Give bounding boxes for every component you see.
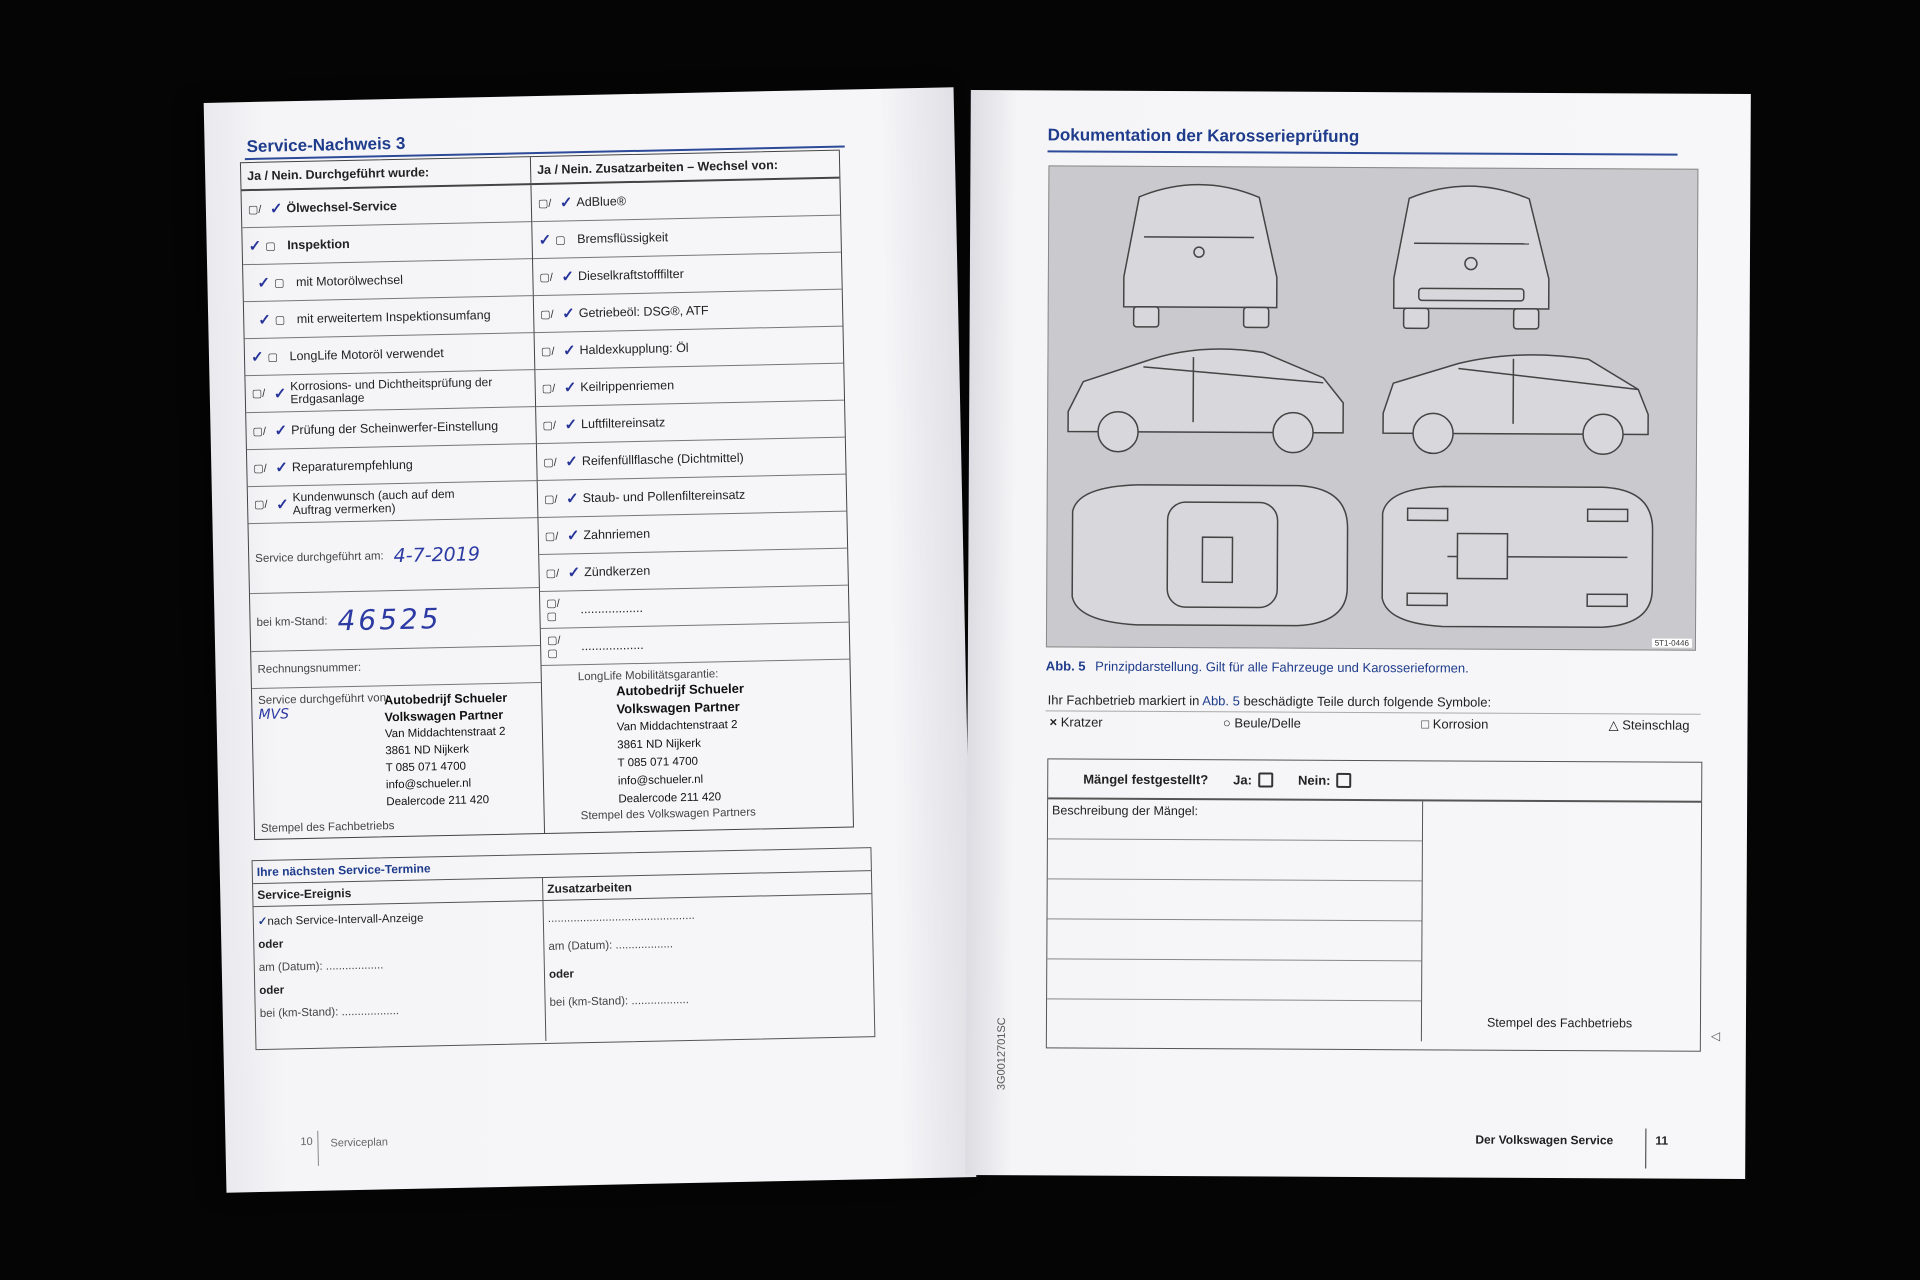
right-page xyxy=(965,90,1751,1179)
check-mark-icon: ✓ xyxy=(250,348,264,367)
right-column xyxy=(530,179,852,833)
item-label: Haldexkupplung: Öl xyxy=(579,340,689,358)
stamp-street: Van Middachtenstraat 2 xyxy=(384,725,506,741)
scratch-icon: × xyxy=(1049,714,1058,730)
check-mark-icon: ✓ xyxy=(562,342,576,360)
item-label: .................. xyxy=(580,600,644,617)
no-label: Nein: xyxy=(1297,772,1331,788)
car-diagram xyxy=(1046,165,1699,650)
title-rule xyxy=(1048,150,1678,155)
list-item[interactable] xyxy=(245,333,535,376)
performed-by-label: Service durchgeführt von: xyxy=(258,692,390,707)
oder-label: oder xyxy=(548,968,575,981)
list-item[interactable] xyxy=(535,364,844,407)
next-date-field[interactable]: am (Datum): .................. xyxy=(258,959,384,975)
item-label: Bremsflüssigkeit xyxy=(577,230,669,247)
car-outlines-illustration xyxy=(1047,166,1698,649)
service-date-row[interactable] xyxy=(248,518,538,594)
symbol-label: Korrosion xyxy=(1432,716,1489,732)
symbol-label: Steinschlag xyxy=(1622,717,1690,733)
check-mark-icon: ✓ xyxy=(257,915,268,929)
caption-text: Prinzipdarstellung. Gilt für alle Fahrzeuge und Karosserieformen. xyxy=(1095,658,1469,676)
defects-label: Mängel festgestellt? xyxy=(1083,771,1209,787)
stamp-dealer: Dealercode 211 420 xyxy=(386,794,490,809)
left-page-title: Service-Nachweis 3 xyxy=(246,133,406,157)
check-mark-icon: ✓ xyxy=(562,305,575,323)
item-label: Reifenfüllflasche (Dichtmittel) xyxy=(581,450,744,469)
next-service-box xyxy=(252,847,876,1050)
service-table xyxy=(240,150,854,840)
stamp-name: Autobedrijf Schueler xyxy=(384,690,508,708)
description-row[interactable] xyxy=(1048,839,1422,881)
right-footer-title: Der Volkswagen Service xyxy=(1475,1132,1614,1148)
list-item[interactable] xyxy=(248,481,538,524)
symbol-label: Beule/Delle xyxy=(1234,715,1301,731)
left-column xyxy=(242,185,545,839)
initials: MVS xyxy=(258,706,290,723)
dealer-stamp-right xyxy=(616,678,817,808)
list-item[interactable] xyxy=(242,185,532,228)
checkbox-icon: ▢/ xyxy=(542,419,557,432)
invoice-row[interactable] xyxy=(251,646,541,689)
check-mark-icon: ✓ xyxy=(566,527,580,545)
interval-label: nach Service-Intervall-Anzeige xyxy=(267,912,424,928)
stamp-dealer: Dealercode 211 420 xyxy=(618,791,722,806)
oder-label: oder xyxy=(258,938,284,952)
mark-text-before: Ihr Fachbetrieb markiert in xyxy=(1047,692,1200,709)
item-label: .................. xyxy=(581,637,644,654)
symbol-stone-chip xyxy=(1609,717,1690,733)
list-item[interactable] xyxy=(539,549,848,592)
checkbox-icon: ▢/ xyxy=(545,567,560,580)
item-label: Staub- und Pollenfiltereinsatz xyxy=(582,487,746,506)
checkbox-icon: ▢ xyxy=(555,233,566,247)
check-mark-icon: ✓ xyxy=(561,268,575,286)
check-mark-icon: ✓ xyxy=(565,490,579,508)
check-mark-icon: ✓ xyxy=(275,495,289,514)
item-label: Ölwechsel-Service xyxy=(286,198,398,216)
triangle-icon: △ xyxy=(1608,717,1619,733)
additional-work-column xyxy=(543,898,701,1041)
list-item[interactable] xyxy=(538,475,847,518)
item-label: Luftfiltereinsatz xyxy=(580,415,666,432)
list-item[interactable] xyxy=(243,259,533,302)
right-stamp-label: Stempel des Fachbetriebs xyxy=(1486,1015,1633,1031)
stamp-city: 3861 ND Nijkerk xyxy=(385,743,470,758)
dotted-line[interactable]: .............................................. xyxy=(547,909,695,925)
right-page-title: Dokumentation der Karosserieprüfung xyxy=(1047,125,1360,146)
checkbox-icon: ▢/ xyxy=(544,530,559,543)
check-mark-icon: ✓ xyxy=(269,200,283,218)
checkbox-icon: ▢ xyxy=(274,313,286,327)
checkbox-icon: ▢/ xyxy=(543,493,558,506)
square-icon: □ xyxy=(1421,716,1430,732)
check-mark-icon: ✓ xyxy=(274,422,288,440)
item-label: Reparaturempfehlung xyxy=(291,457,413,475)
list-item[interactable] xyxy=(540,586,849,629)
item-label: Kundenwunsch (auch auf dem Auftrag vermerken) xyxy=(292,486,455,518)
oder-label: oder xyxy=(259,984,285,998)
figure-caption xyxy=(1046,658,1469,675)
item-label: Dieselkraftstofffilter xyxy=(577,266,684,284)
checkbox-icon: ▢ xyxy=(267,350,279,364)
description-row[interactable] xyxy=(1047,999,1421,1041)
service-date-value[interactable]: 4-7-2019 xyxy=(393,542,481,567)
checkbox-icon: ▢/ xyxy=(253,498,268,511)
left-page-number: 10 xyxy=(300,1135,313,1149)
service-date-label: Service durchgeführt am: xyxy=(255,549,384,565)
stamp-column[interactable] xyxy=(1422,801,1701,1042)
checkbox-icon: ▢/ xyxy=(539,271,554,284)
list-item[interactable] xyxy=(246,407,536,450)
next-service-title: Ihre nächsten Service-Termine xyxy=(253,848,871,884)
service-event-column xyxy=(254,901,547,1047)
item-label: Zündkerzen xyxy=(584,563,651,580)
checkbox-icon: ▢/ xyxy=(253,462,267,475)
additional-work-header: Zusatzarbeiten xyxy=(547,880,633,896)
yes-checkbox[interactable] xyxy=(1258,772,1273,787)
checkbox-icon: ▢/ xyxy=(543,456,557,469)
no-checkbox[interactable] xyxy=(1336,772,1351,787)
symbol-legend xyxy=(1049,714,1689,733)
mark-instruction xyxy=(1048,692,1492,709)
check-mark-icon: ✓ xyxy=(275,459,289,477)
stamp-city: 3861 ND Nijkerk xyxy=(617,737,702,752)
stamp-email: info@schueler.nl xyxy=(617,773,704,788)
stamp-partner: Volkswagen Partner xyxy=(384,707,504,725)
list-item[interactable] xyxy=(245,370,535,413)
checkbox-icon: ▢/ xyxy=(251,387,266,400)
stamp-area-right xyxy=(542,660,853,825)
list-item[interactable] xyxy=(531,179,840,222)
description-row[interactable] xyxy=(1047,959,1421,1001)
image-code: 5T1-0446 xyxy=(1652,639,1692,648)
list-item[interactable] xyxy=(242,222,532,265)
check-mark-icon: ✓ xyxy=(248,237,262,256)
symbol-label: Kratzer xyxy=(1060,714,1103,730)
col-right-header: Ja / Nein. Zusatzarbeiten – Wechsel von: xyxy=(536,157,779,178)
description-label: Beschreibung der Mängel: xyxy=(1052,803,1199,819)
list-item[interactable] xyxy=(536,401,845,444)
description-row[interactable] xyxy=(1047,919,1421,961)
stamp-area-left xyxy=(252,683,544,839)
circle-icon: ○ xyxy=(1222,715,1231,731)
item-label: Zahnriemen xyxy=(583,526,651,543)
item-label: Prüfung der Scheinwerfer-Einstellung xyxy=(290,418,499,438)
caption-label: Abb. 5 xyxy=(1045,658,1086,674)
longlife-label: LongLife Mobilitätsgarantie: xyxy=(577,668,719,684)
symbol-scratch xyxy=(1049,714,1102,730)
checkbox-icon: ▢/ xyxy=(540,345,555,358)
item-label: Keilrippenriemen xyxy=(580,378,675,395)
km-label: bei km-Stand: xyxy=(256,614,328,629)
list-item[interactable] xyxy=(244,296,534,339)
invoice-label: Rechnungsnummer: xyxy=(257,661,362,676)
check-mark-icon: ✓ xyxy=(563,379,577,397)
description-row[interactable] xyxy=(1048,879,1422,921)
stamp-street: Van Middachtenstraat 2 xyxy=(616,718,738,734)
list-item[interactable] xyxy=(541,623,850,666)
stamp-email: info@schueler.nl xyxy=(385,777,472,792)
check-mark-icon: ✓ xyxy=(258,311,271,329)
item-label: Korrosions- und Dichtheitsprüfung der Erdgasanlage xyxy=(290,374,493,407)
symbol-dent xyxy=(1223,715,1301,731)
check-mark-icon: ✓ xyxy=(559,194,573,212)
list-item[interactable] xyxy=(534,290,843,333)
right-page-number: 11 xyxy=(1655,1133,1669,1148)
figure-link[interactable]: Abb. 5 xyxy=(1202,693,1240,709)
description-column xyxy=(1047,799,1423,1041)
list-item[interactable] xyxy=(532,216,841,259)
check-mark-icon: ✓ xyxy=(564,416,578,434)
checkbox-icon: ▢/▢ xyxy=(546,597,560,623)
spine-code: 3G0012701SC xyxy=(995,1017,1008,1091)
dealer-stamp-left xyxy=(384,690,509,812)
item-label: LongLife Motoröl verwendet xyxy=(289,346,444,364)
left-section-name: Serviceplan xyxy=(330,1136,389,1150)
check-mark-icon: ✓ xyxy=(257,274,271,292)
stamp-label-left: Stempel des Fachbetriebs xyxy=(260,820,395,835)
item-label: mit erweitertem Inspektionsumfang xyxy=(296,308,491,327)
checkbox-icon: ▢/ xyxy=(541,382,556,395)
stamp-name: Autobedrijf Schueler xyxy=(615,680,745,699)
defects-box xyxy=(1046,758,1703,1051)
checkbox-icon: ▢/ xyxy=(540,308,554,321)
defects-header xyxy=(1048,759,1701,802)
col-left-header: Ja / Nein. Durchgeführt wurde: xyxy=(241,157,531,189)
additional-km-field[interactable]: bei (km-Stand): .................. xyxy=(549,994,690,1009)
checkbox-icon: ▢/ xyxy=(252,425,267,438)
page-turn-icon: ◁ xyxy=(1710,1028,1721,1043)
check-mark-icon: ✓ xyxy=(565,453,579,471)
list-item[interactable] xyxy=(535,327,844,370)
checkbox-icon: ▢ xyxy=(265,239,276,253)
check-mark-icon: ✓ xyxy=(538,231,552,249)
mark-text-after: beschädigte Teile durch folgende Symbole: xyxy=(1243,693,1492,710)
km-row[interactable] xyxy=(250,588,540,652)
symbol-corrosion xyxy=(1421,716,1488,732)
check-mark-icon: ✓ xyxy=(567,564,581,582)
footer-divider xyxy=(317,1131,319,1166)
left-page xyxy=(204,87,977,1192)
item-label: mit Motorölwechsel xyxy=(295,272,404,290)
checkbox-icon: ▢/ xyxy=(537,197,552,210)
list-item[interactable] xyxy=(537,438,846,481)
list-item[interactable] xyxy=(533,253,842,296)
list-item[interactable] xyxy=(538,512,847,555)
additional-date-field[interactable]: am (Datum): .................. xyxy=(548,938,674,953)
yes-label: Ja: xyxy=(1233,771,1253,787)
list-item[interactable] xyxy=(247,444,537,487)
service-event-header: Service-Ereignis xyxy=(253,878,543,906)
stamp-phone: T 085 071 4700 xyxy=(617,755,699,770)
item-label: Inspektion xyxy=(287,236,350,253)
km-value[interactable]: 46525 xyxy=(337,602,442,638)
footer-divider xyxy=(1645,1129,1646,1169)
check-mark-icon: ✓ xyxy=(273,384,287,403)
next-km-field[interactable]: bei (km-Stand): .................. xyxy=(259,1005,400,1020)
description-row[interactable] xyxy=(1048,799,1422,841)
checkbox-icon: ▢/▢ xyxy=(546,634,561,660)
checkbox-icon: ▢/ xyxy=(247,203,262,216)
item-label: Getriebeöl: DSG®, ATF xyxy=(578,303,709,321)
stamp-label-right: Stempel des Volkswagen Partners xyxy=(580,806,756,823)
stamp-partner: Volkswagen Partner xyxy=(616,698,740,717)
stamp-phone: T 085 071 4700 xyxy=(385,760,467,775)
checkbox-icon: ▢ xyxy=(273,276,285,290)
item-label: AdBlue® xyxy=(576,194,627,210)
